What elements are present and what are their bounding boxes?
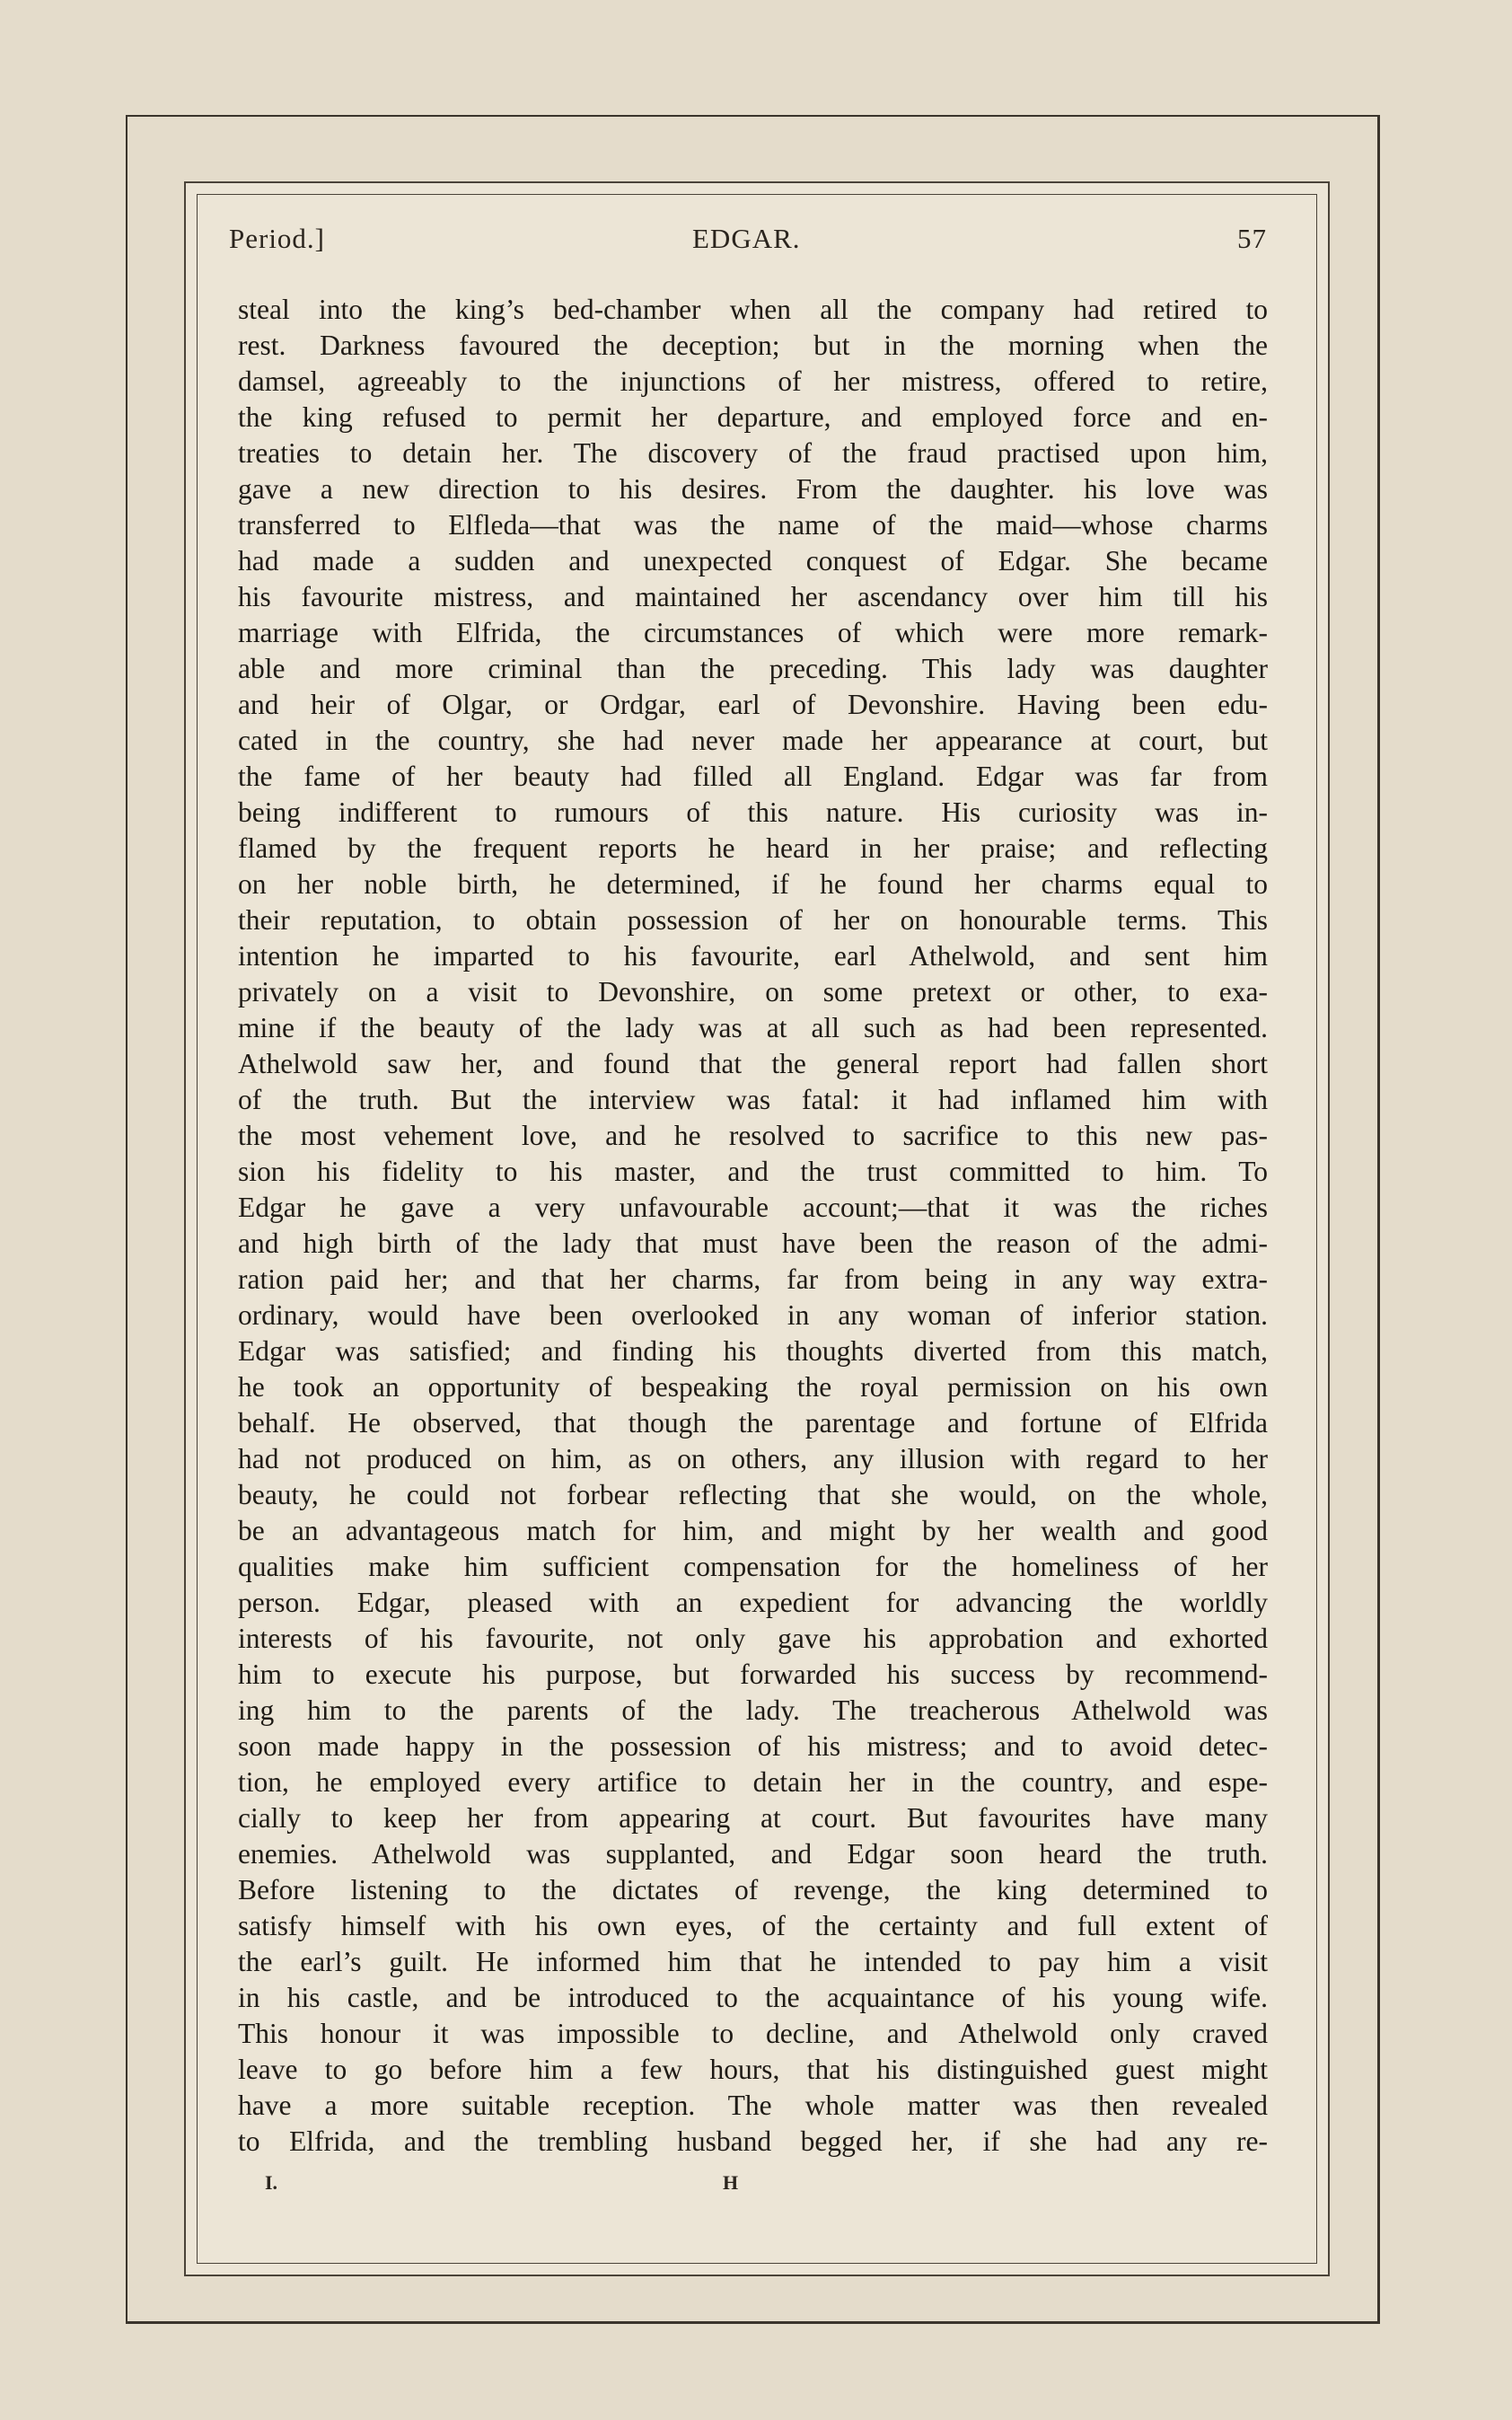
text-line: flamed by the frequent reports he heard in her praise; and reflecting	[238, 832, 1268, 864]
text-line: marriage with Elfrida, the circumstances of which were more remark-	[238, 617, 1268, 648]
text-line: rest. Darkness favoured the deception; but in the morning when the	[238, 330, 1268, 361]
text-line: Before listening to the dictates of revenge, the king determined to	[238, 1874, 1268, 1905]
text-line: on her noble birth, he determined, if he found her charms equal to	[238, 868, 1268, 900]
text-line: the fame of her beauty had filled all England. Edgar was far from	[238, 761, 1268, 792]
text-line: being indifferent to rumours of this nature. His curiosity was in-	[238, 796, 1268, 828]
text-line: and heir of Olgar, or Ordgar, earl of Devonshire. Having been edu-	[238, 689, 1268, 720]
text-line: tion, he employed every artifice to detain her in the country, and espe-	[238, 1766, 1268, 1798]
text-line: the king refused to permit her departure, and employed force and en-	[238, 401, 1268, 433]
text-line: to Elfrida, and the trembling husband begged her, if she had any re-	[238, 2125, 1268, 2157]
running-head-title: EDGAR.	[692, 223, 801, 254]
text-line: steal into the king’s bed-chamber when all the company had retired to	[238, 294, 1268, 325]
text-line: have a more suitable reception. The whole matter was then revealed	[238, 2090, 1268, 2121]
text-line: privately on a visit to Devonshire, on some pretext or other, to exa-	[238, 976, 1268, 1008]
text-line: beauty, he could not forbear reflecting that she would, on the whole,	[238, 1479, 1268, 1510]
text-line: ration paid her; and that her charms, far from being in any way extra-	[238, 1263, 1268, 1295]
text-line: enemies. Athelwold was supplanted, and Edgar soon heard the truth.	[238, 1838, 1268, 1870]
text-line: ing him to the parents of the lady. The treacherous Athelwold was	[238, 1694, 1268, 1726]
text-line: the most vehement love, and he resolved to sacrifice to this new pas-	[238, 1120, 1268, 1151]
text-line: Edgar he gave a very unfavourable account;—that it was the riches	[238, 1192, 1268, 1223]
text-line: leave to go before him a few hours, that his distinguished guest might	[238, 2054, 1268, 2085]
text-line: had made a sudden and unexpected conquest of Edgar. She became	[238, 545, 1268, 576]
text-line: intention he imparted to his favourite, earl Athelwold, and sent him	[238, 940, 1268, 972]
text-line: he took an opportunity of bespeaking the royal permission on his own	[238, 1371, 1268, 1403]
text-line: damsel, agreeably to the injunctions of her mistress, offered to retire,	[238, 365, 1268, 397]
text-line: This honour it was impossible to decline, and Athelwold only craved	[238, 2018, 1268, 2049]
body-text	[238, 292, 1268, 2160]
text-line: behalf. He observed, that though the parentage and fortune of Elfrida	[238, 1407, 1268, 1439]
text-line: treaties to detain her. The discovery of the fraud practised upon him,	[238, 437, 1268, 469]
text-line: satisfy himself with his own eyes, of the certainty and full extent of	[238, 1910, 1268, 1941]
text-line: and high birth of the lady that must have been the reason of the admi-	[238, 1228, 1268, 1259]
text-line: him to execute his purpose, but forwarded his success by recommend-	[238, 1659, 1268, 1690]
text-line: able and more criminal than the preceding. This lady was daughter	[238, 653, 1268, 684]
page-footer	[265, 2171, 804, 2198]
text-line: ordinary, would have been overlooked in any woman of inferior station.	[238, 1299, 1268, 1331]
text-line: in his castle, and be introduced to the acquaintance of his young wife.	[238, 1982, 1268, 2013]
signature-mark: I.	[265, 2171, 278, 2194]
text-line: soon made happy in the possession of his mistress; and to avoid detec-	[238, 1730, 1268, 1762]
text-line: person. Edgar, pleased with an expedient for advancing the worldly	[238, 1587, 1268, 1618]
text-line: his favourite mistress, and maintained her ascendancy over him till his	[238, 581, 1268, 612]
text-line: be an advantageous match for him, and might by her wealth and good	[238, 1515, 1268, 1546]
text-line: gave a new direction to his desires. From the daughter. his love was	[238, 473, 1268, 505]
text-line: the earl’s guilt. He informed him that he intended to pay him a visit	[238, 1946, 1268, 1977]
text-line: Edgar was satisfied; and finding his thoughts diverted from this match,	[238, 1335, 1268, 1367]
page-number: 57	[1237, 223, 1267, 254]
text-line: mine if the beauty of the lady was at all such as had been represented.	[238, 1012, 1268, 1043]
text-line: had not produced on him, as on others, any illusion with regard to her	[238, 1443, 1268, 1474]
text-line: sion his fidelity to his master, and the trust committed to him. To	[238, 1156, 1268, 1187]
text-line: cially to keep her from appearing at court. But favourites have many	[238, 1802, 1268, 1834]
text-line: qualities make him sufficient compensation for the homeliness of her	[238, 1551, 1268, 1582]
text-line: of the truth. But the interview was fatal: it had inflamed him with	[238, 1084, 1268, 1115]
text-line: interests of his favourite, not only gave his approbation and exhorted	[238, 1623, 1268, 1654]
running-head-period: Period.]	[229, 223, 326, 254]
text-line: Athelwold saw her, and found that the general report had fallen short	[238, 1048, 1268, 1079]
text-line: cated in the country, she had never made her appearance at court, but	[238, 725, 1268, 756]
signature-letter: H	[723, 2171, 739, 2194]
text-line: transferred to Elfleda—that was the name of the maid—whose charms	[238, 509, 1268, 541]
text-line: their reputation, to obtain possession of her on honourable terms. This	[238, 904, 1268, 936]
running-head	[229, 223, 1267, 259]
